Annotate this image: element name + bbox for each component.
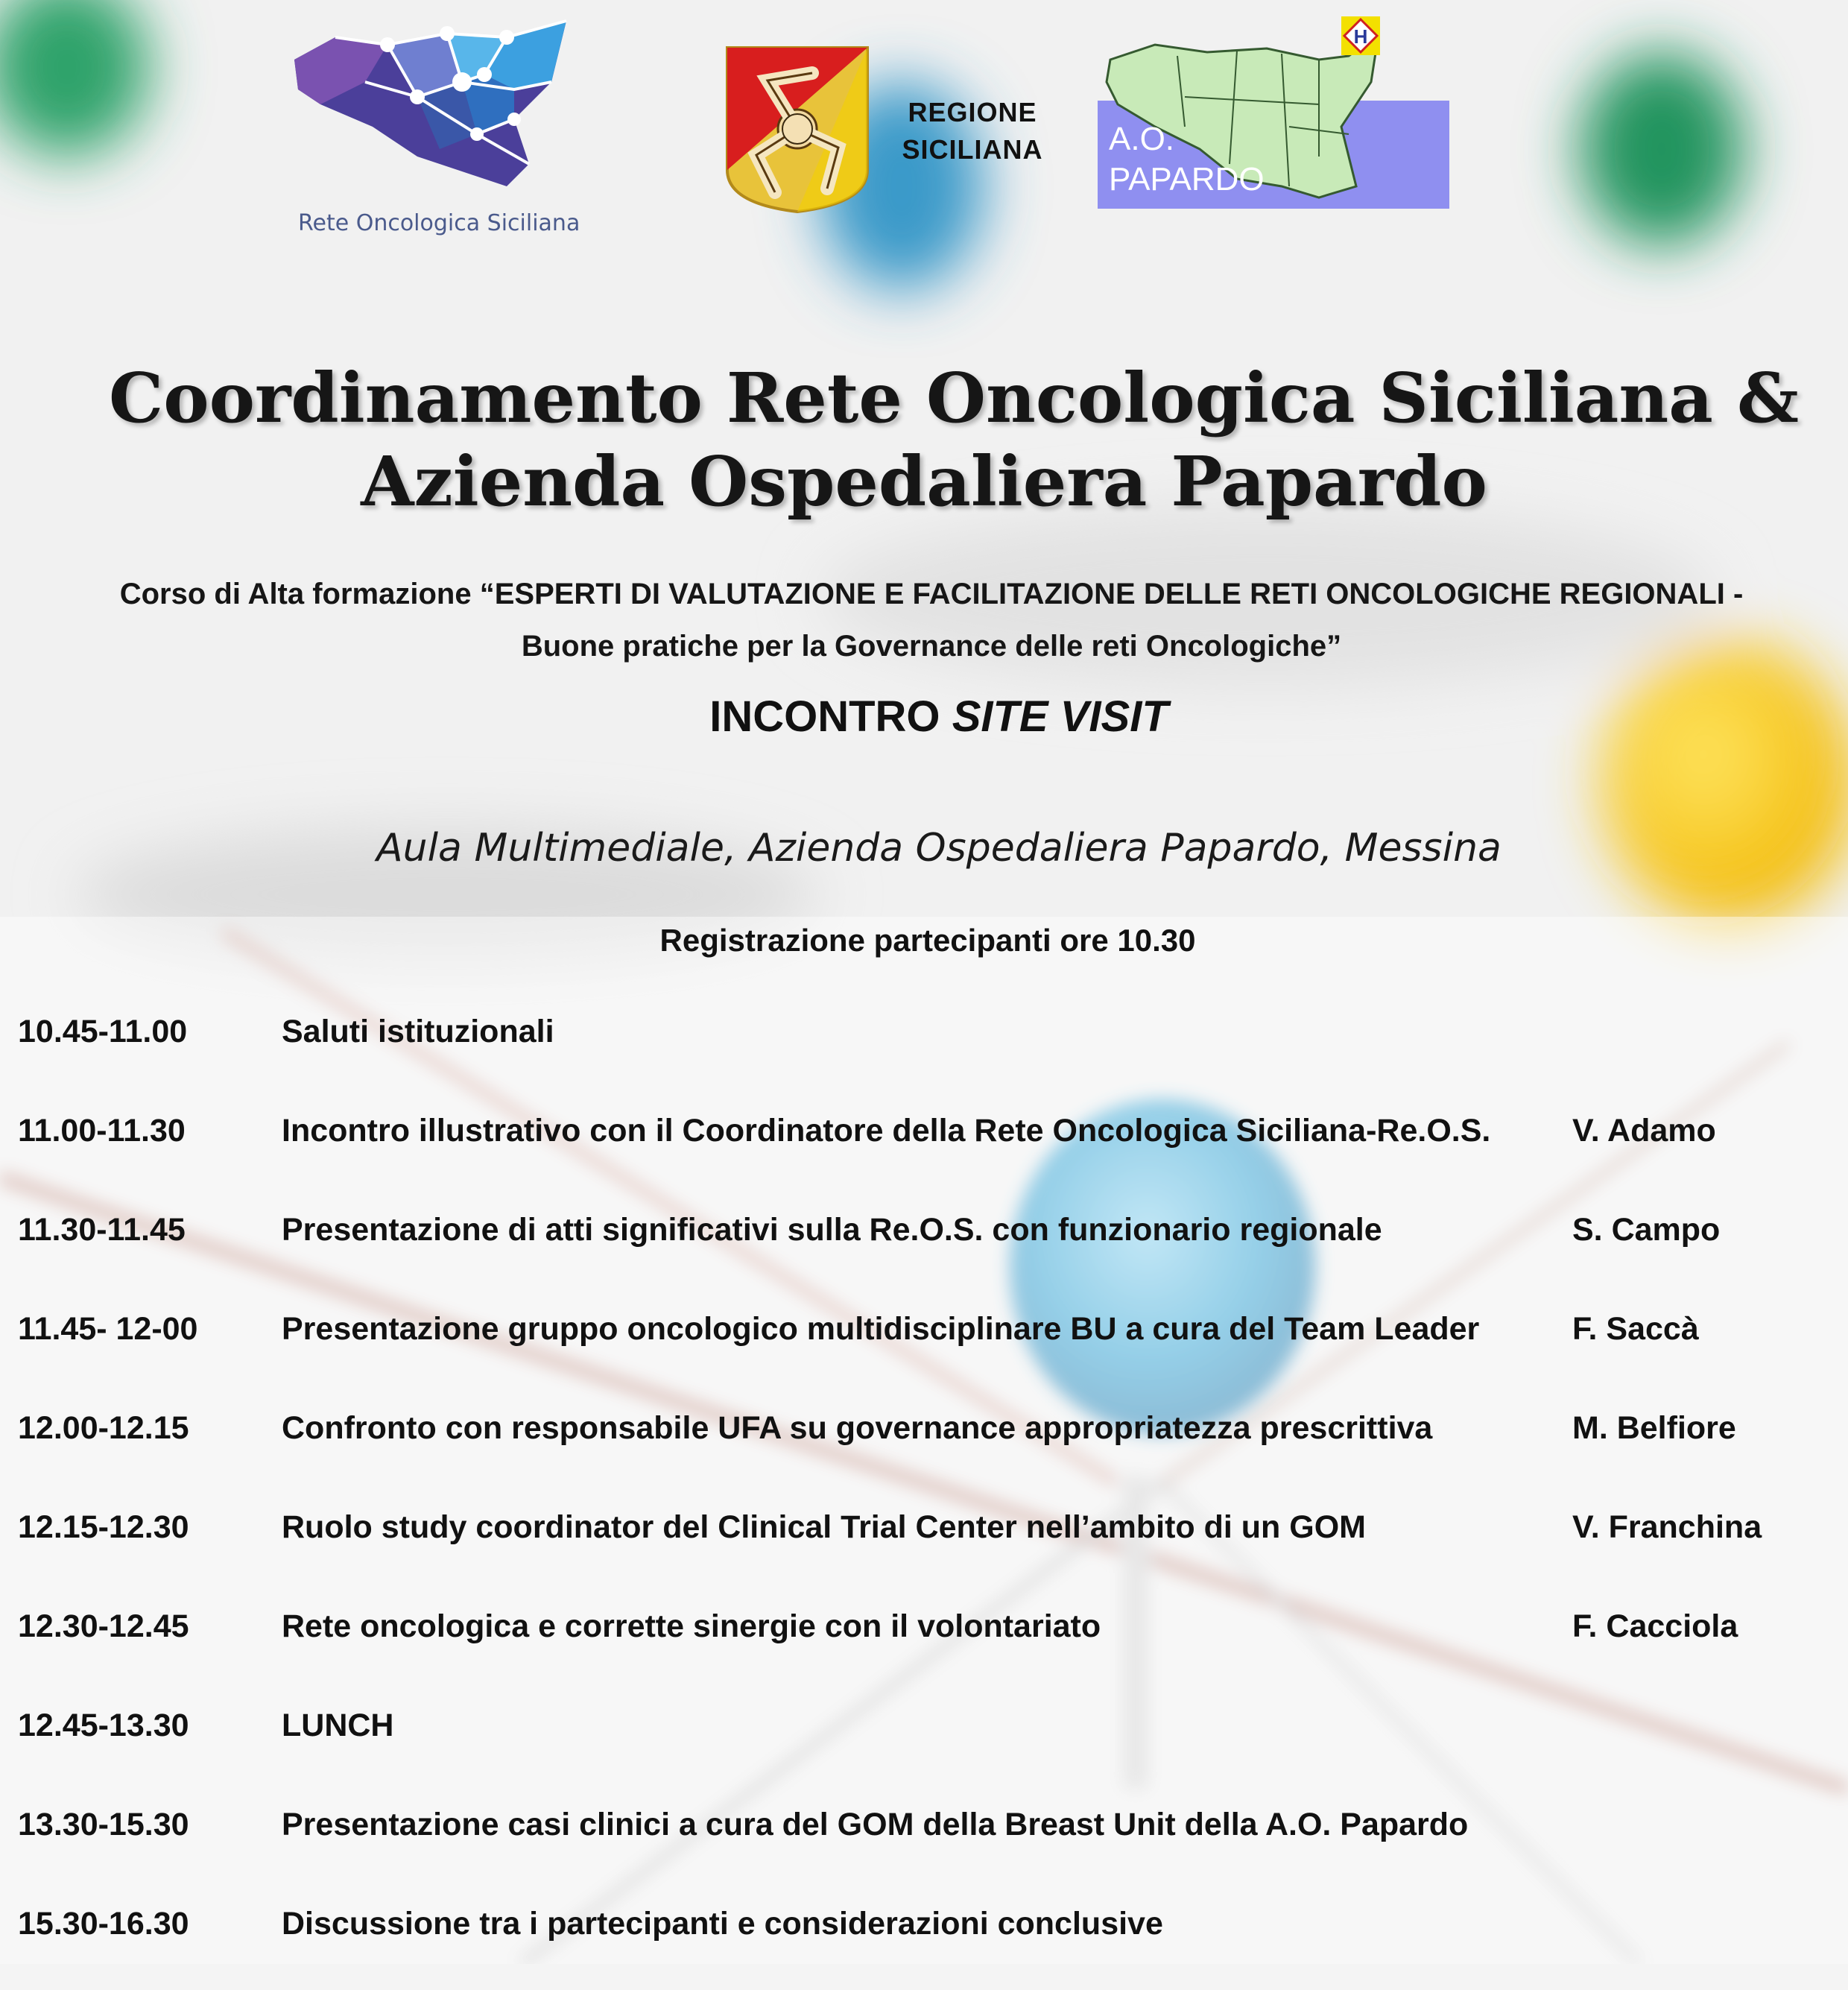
schedule-row — [0, 1197, 1848, 1296]
schedule-time: 12.45-13.30 — [18, 1708, 189, 1743]
trinacria-shield-icon — [723, 43, 872, 215]
schedule-row — [0, 1494, 1848, 1593]
schedule-row — [0, 1891, 1848, 1990]
schedule-time: 13.30-15.30 — [18, 1807, 189, 1842]
course-line1: Corso di Alta formazione “ESPERTI DI VALUTAZIONE E FACILITAZIONE DELLE RETI ONCOLOGICHE REGIONALI - — [119, 578, 1744, 610]
event-label: INCONTRO — [709, 692, 940, 741]
schedule-description: Ruolo study coordinator del Clinical Trial Center nell’ambito di un GOM — [282, 1509, 1366, 1545]
event-heading — [0, 692, 1848, 742]
regione-line1: REGIONE — [908, 97, 1037, 127]
schedule-description: Incontro illustrativo con il Coordinatore della Rete Oncologica Siciliana-Re.O.S. — [282, 1113, 1491, 1149]
papardo-line2: PAPARDO — [1109, 161, 1265, 198]
schedule-time: 12.00-12.15 — [18, 1410, 189, 1446]
schedule-description: Saluti istituzionali — [282, 1014, 554, 1049]
schedule-description: Confronto con responsabile UFA su governance appropriatezza prescrittiva — [282, 1410, 1433, 1446]
schedule-row — [0, 1593, 1848, 1693]
schedule-description: Presentazione di atti significativi sulla Re.O.S. con funzionario regionale — [282, 1212, 1382, 1248]
page-title — [0, 356, 1848, 523]
rete-oncologica-logo — [291, 15, 580, 236]
regione-siciliana-label — [890, 94, 1054, 168]
logo-bar — [0, 0, 1848, 246]
registration-time: Registrazione partecipanti ore 10.30 — [659, 923, 1196, 958]
schedule-description: Rete oncologica e corrette sinergie con il volontariato — [282, 1608, 1101, 1644]
schedule-row — [0, 1395, 1848, 1494]
hospital-badge-icon: H — [1353, 25, 1368, 48]
schedule-speaker: V. Franchina — [1572, 1509, 1762, 1545]
schedule-description: Discussione tra i partecipanti e considerazioni conclusive — [282, 1906, 1163, 1942]
schedule-speaker: F. Saccà — [1572, 1311, 1699, 1347]
schedule-time: 11.30-11.45 — [18, 1212, 186, 1248]
papardo-line1: A.O. — [1109, 121, 1175, 157]
schedule-time: 10.45-11.00 — [18, 1014, 188, 1049]
title-line1: Coordinamento Rete Oncologica Siciliana & — [108, 358, 1799, 438]
regione-line2: SICILIANA — [902, 134, 1043, 165]
papardo-label — [1109, 119, 1265, 200]
course-line2: Buone pratiche per la Governance delle reti Oncologiche” — [521, 630, 1342, 663]
event-label-italic: SITE VISIT — [952, 692, 1168, 741]
schedule-description: LUNCH — [282, 1708, 394, 1743]
schedule-speaker: S. Campo — [1572, 1212, 1721, 1248]
ros-caption: Rete Oncologica Siciliana — [298, 210, 580, 236]
schedule-speaker: F. Cacciola — [1572, 1608, 1738, 1644]
schedule-row — [0, 1792, 1848, 1891]
schedule-row — [0, 999, 1848, 1098]
schedule-speaker: V. Adamo — [1572, 1113, 1716, 1149]
schedule-speaker: M. Belfiore — [1572, 1410, 1736, 1446]
schedule-row — [0, 1296, 1848, 1395]
regione-siciliana-logo — [723, 43, 1051, 215]
schedule-row — [0, 1098, 1848, 1197]
schedule-time: 11.00-11.30 — [18, 1113, 186, 1149]
ao-papardo-logo — [1095, 15, 1453, 212]
title-line2: Azienda Ospedaliera Papardo — [361, 441, 1487, 522]
schedule-time: 11.45- 12-00 — [18, 1311, 198, 1347]
schedule-description: Presentazione casi clinici a cura del GOM della Breast Unit della A.O. Papardo — [282, 1807, 1469, 1842]
venue: Aula Multimediale, Azienda Ospedaliera Papardo, Messina — [376, 826, 1502, 871]
schedule-time: 15.30-16.30 — [18, 1906, 189, 1942]
course-subtitle — [45, 568, 1818, 672]
schedule-time: 12.15-12.30 — [18, 1509, 189, 1545]
schedule-time: 12.30-12.45 — [18, 1608, 189, 1644]
schedule-list — [0, 999, 1848, 1990]
schedule-row — [0, 1693, 1848, 1792]
schedule-description: Presentazione gruppo oncologico multidisciplinare BU a cura del Team Leader — [282, 1311, 1480, 1347]
sicily-network-icon — [291, 15, 574, 209]
